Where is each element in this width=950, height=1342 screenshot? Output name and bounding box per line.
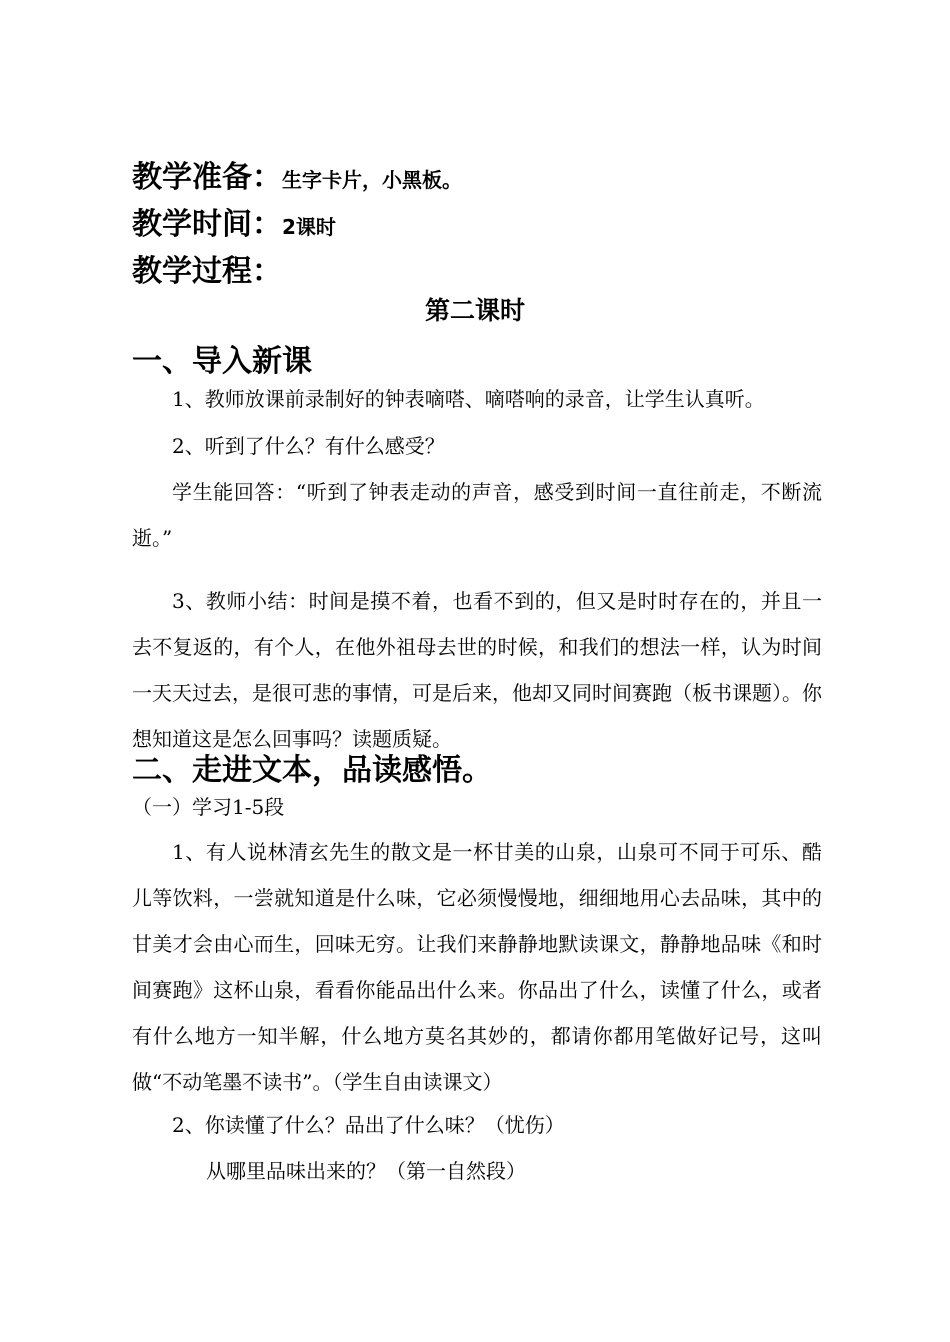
prep-label: 教学准备：: [132, 160, 282, 195]
time-label: 教学时间：: [132, 207, 282, 242]
section2-item3: 从哪里品味出来的？（第一自然段）: [206, 1159, 526, 1183]
section1-item1: 1、教师放课前录制好的钟表嘀嗒、嘀嗒响的录音，让学生认真听。: [172, 387, 765, 411]
section1-title: 一、导入新课: [132, 344, 312, 379]
section1-item3: 3、教师小结：时间是摸不着，也看不到的，但又是时时存在的，并且一去不复返的，有个人，在他外祖母去世的时候，和我们的想法一样，认为时间一天天过去，是很可悲的事情，可是后来，他却又同时间赛跑（板书课题）。你想知道这是怎么回事吗？读题质疑。: [132, 589, 822, 751]
lesson-title: 第二课时: [424, 296, 525, 325]
prep-value: 生字卡片，小黑板。: [282, 168, 462, 192]
section1-item2: 2、听到了什么？有什么感受？: [172, 434, 445, 458]
time-value: 2课时: [282, 215, 336, 239]
prep-line: [132, 152, 462, 196]
section2-item1: 1、有人说林清玄先生的散文是一杯甘美的山泉，山泉可不同于可乐、酷儿等饮料，一尝就知道是什么味，它必须慢慢地，细细地用心去品味，其中的甘美才会由心而生，回味无穷。让我们来静静地默读课文，静静地品味《和时间赛跑》这杯山泉，看看你能品出什么来。你品出了什么，读懂了什么，或者有什么地方一知半解，什么地方莫名其妙的，都请你都用笔做好记号，这叫做“不动笔墨不读书”。（学生自由读课文）: [132, 840, 822, 1094]
process-label: 教学过程：: [132, 254, 282, 289]
section2-subtitle: （一）学习1-5段: [132, 795, 285, 819]
section2-item2: 2、你读懂了什么？品出了什么味？（忧伤）: [172, 1113, 565, 1137]
section2-title: 二、走进文本，品读感悟。: [132, 753, 492, 788]
time-line: [132, 199, 336, 243]
section1-answer: 学生能回答：“听到了钟表走动的声音，感受到时间一直往前走，不断流逝。”: [132, 480, 822, 550]
